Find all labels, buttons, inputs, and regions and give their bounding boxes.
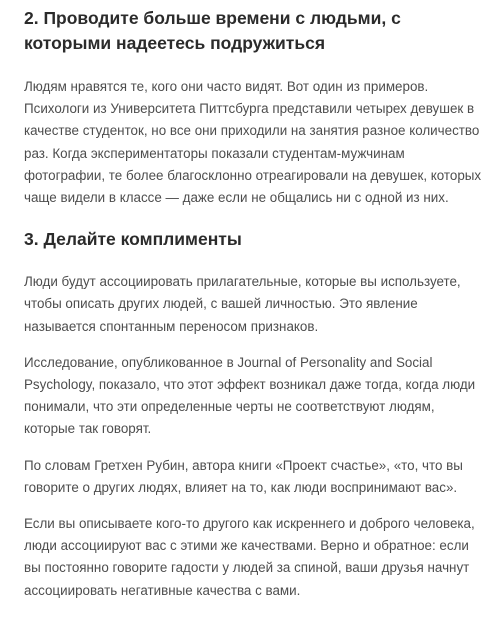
paragraph-research-study: Исследование, опубликованное в Journal of Personality and Social Psychology, показало, что этот эффект возникал даже тогда, когда люди понимали, что эти определенные черты не соответствуют людям, которые так говорят. (24, 354, 476, 437)
section-heading-compliments: 3. Делайте комплименты (24, 229, 242, 250)
paragraph-associations: Если вы описываете кого-то другого как искреннего и доброго человека, люди ассоциируют вас с этими же качествами. Верно и обратное: если вы постоянно говорите гадости у людей за спиной, ваши друзья начнут ассоциировать негативные качества с вами. (24, 516, 475, 598)
paragraph-trait-transference: Люди будут ассоциировать прилагательные, которые вы используете, чтобы описать других людей, с вашей личностью. Это явление называется спонтанным переносом признаков. (24, 274, 461, 334)
section-heading-spend-time: 2. Проводите больше времени с людьми, с которыми надеетесь подружиться (24, 8, 401, 53)
paragraph-familiarity-study: Людям нравятся те, кого они часто видят. Вот один из примеров. Психологи из Университета Питтсбурга представили четырех девушек в качестве студенток, но все они приходили на занятия разное количество раз. Когда экспериментаторы показали студентам-мужчинам фотографии, те более благосклонно отреагировали на девушек, которых чаще видели в классе — даже если не общались ни с одной из них. (24, 79, 482, 206)
article-body (24, 6, 486, 602)
paragraph-gretchen-rubin-quote: По словам Гретхен Рубин, автора книги «Проект счастье», «то, что вы говорите о других людях, влияет на то, как люди воспринимают вас». (24, 457, 463, 495)
